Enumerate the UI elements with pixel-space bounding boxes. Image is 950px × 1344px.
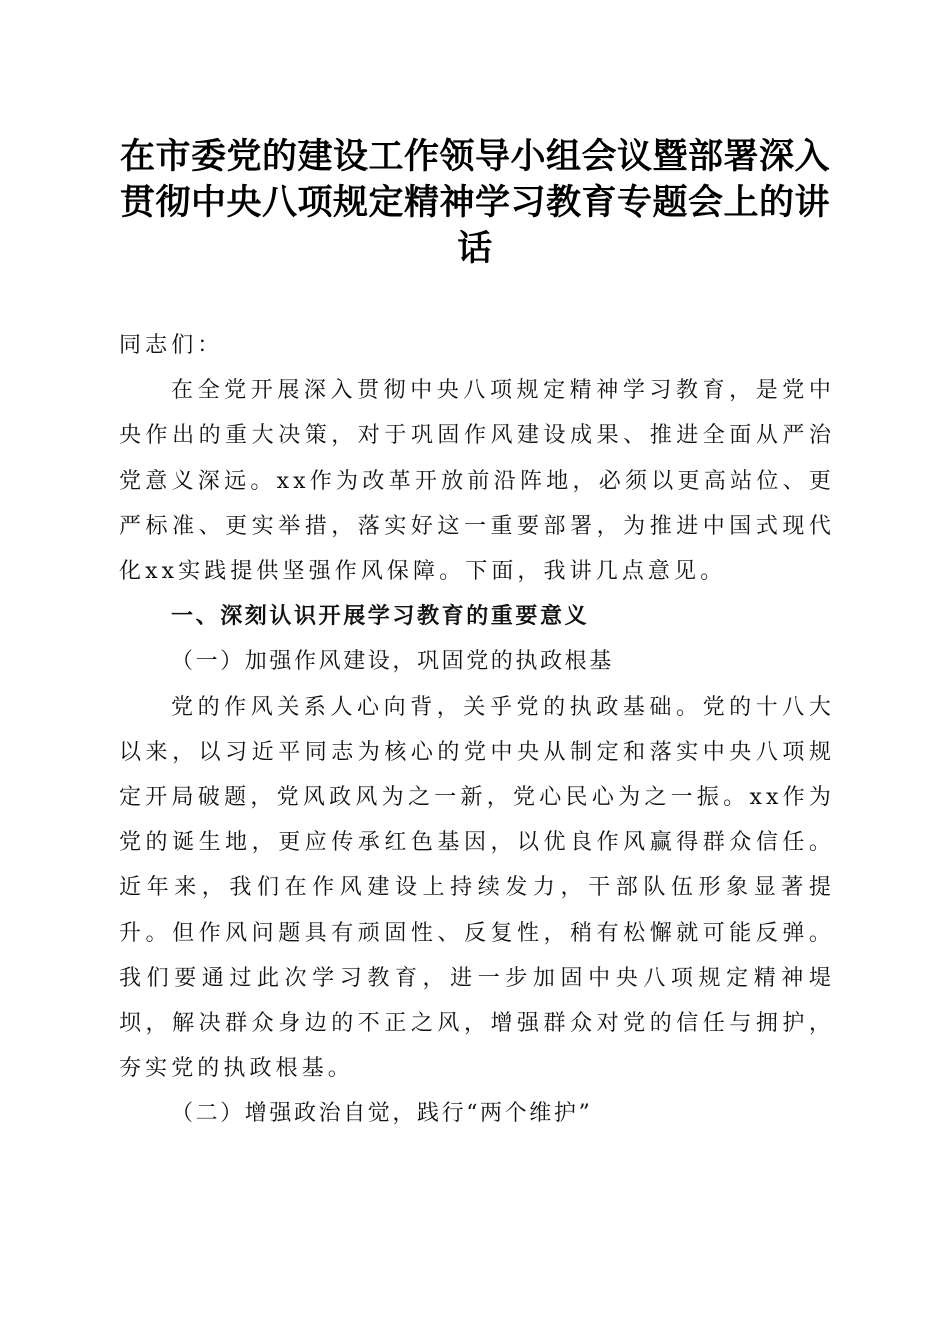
title-line-3: 话 <box>457 229 493 269</box>
subsection-heading-2: （二）增强政治自觉，践行“两个维护” <box>171 1101 593 1127</box>
document-title <box>118 134 832 272</box>
salutation: 同志们： <box>119 333 224 358</box>
subsection-1-paragraph: 党的作风关系人心向背，关乎党的执政基础。党的十八大以来，以习近平同志为核心的党中央从制定和落实中央八项规定开局破题，党风政风为之一新，党心民心为之一振。xx作为党的诞生地，更应传承红色基因，以优良作风赢得群众信任。近年来，我们在作风建设上持续发力，干部队伍形象显著提升。但作风问题具有顽固性、反复性，稍有松懈就可能反弹。我们要通过此次学习教育，进一步加固中央八项规定精神堤坝，解决群众身边的不正之风，增强群众对党的信任与拥护，夯实党的执政根基。 <box>119 694 835 1082</box>
document-body <box>119 323 835 1137</box>
title-line-1: 在市委党的建设工作领导小组会议暨部署深入 <box>119 137 830 177</box>
section-heading-1: 一、深刻认识开展学习教育的重要意义 <box>171 604 590 630</box>
intro-paragraph: 在全党开展深入贯彻中央八项规定精神学习教育，是党中央作出的重大决策，对于巩固作风建设成果、推进全面从严治党意义深远。xx作为改革开放前沿阵地，必须以更高站位、更严标准、更实举措，落实好这一重要部署，为推进中国式现代化xx实践提供坚强作风保障。下面，我讲几点意见。 <box>119 378 835 585</box>
subsection-heading-1: （一）加强作风建设，巩固党的执政根基 <box>171 649 614 675</box>
title-line-2: 贯彻中央八项规定精神学习教育专题会上的讲 <box>119 183 830 223</box>
